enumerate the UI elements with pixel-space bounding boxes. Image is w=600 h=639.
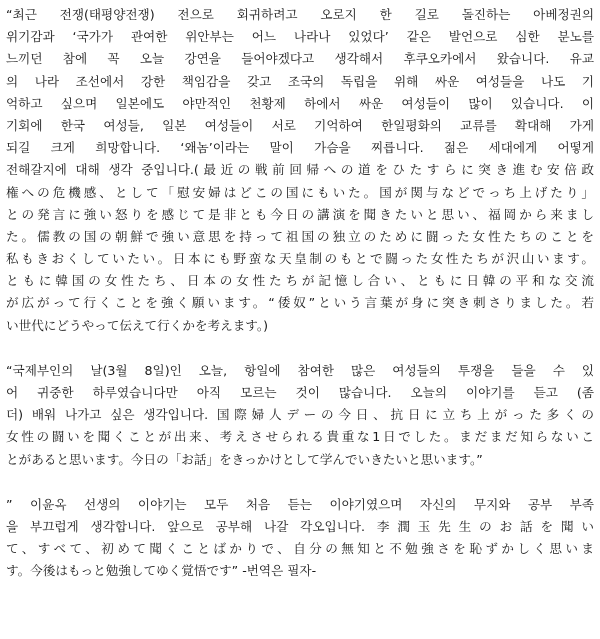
text-line: ともに韓国の女性たち、日本の女性たちが記憶し合い、ともに日韓の平和な交流 (6, 273, 594, 289)
text-line: い世代にどうやって伝えて行くかを考えます。) (6, 317, 269, 333)
paragraph (6, 4, 594, 337)
text-line: 의 나라 조선에서 강한 책임감을 갖고 조국의 독립을 위해 싸운 여성들을 나도 기 (6, 73, 594, 89)
text-line: て、すべて、初めて聞くことばかりで、自分の無知と不勉強さを恥ずかしく思いま (6, 541, 594, 557)
text-line: との発言に強い怒りを感じて是非とも今日の講演を聞きたいと思い、福岡から来まし (6, 206, 594, 222)
text-line: 전해갈지에 대해 생각 중입니다.(最近の戦前回帰への道をひたすらに突き進む安倍政 (6, 162, 594, 178)
text-line: 権への危機感、として「慰安婦はどこの国にもいた。国が関与などでっち上げたり」 (6, 184, 594, 200)
text-line: 위기감과 ‘국가가 관여한 위안부는 어느 나라나 있었다’ 같은 발언으로 심한 분노를 (6, 29, 594, 45)
text-line: 어 귀중한 하루였습니다만 아직 모르는 것이 많습니다. 오늘의 이야기를 듣고 (좀 (6, 385, 594, 400)
text-line: 느끼던 참에 꼭 오늘 강연을 들어야겠다고 생각해서 후쿠오카에서 왔습니다. 유교 (6, 51, 594, 67)
text-line: た。儒教の国の朝鮮で強い意思を持って祖国の独立のために闘った女性たちのことを (6, 228, 594, 244)
text-line: 기회에 한국 여성들, 일본 여성들이 서로 기억하여 한일평화의 교류를 확대해 가게 (6, 117, 594, 133)
text-line: 女性の闘いを聞くことが出来、考えさせられる貴重な1日でした。まだまだ知らないこ (6, 429, 594, 445)
text-line: “국제부인의 날(3월 8일)인 오늘, 항일에 참여한 많은 여성들의 투쟁을 들을 수 있 (6, 362, 594, 378)
text-line: とがあると思います。今日の「お話」をきっかけとして学んでいきたいと思います。” (6, 451, 483, 467)
text-line: 더) 배워 나가고 싶은 생각입니다. 国際婦人デーの今日、抗日に立ち上がった多くの (6, 407, 594, 423)
text-line: 억하고 싶으며 일본에도 야만적인 천황제 하에서 싸운 여성들이 많이 있습니다. 이 (6, 95, 594, 111)
paragraph (6, 494, 594, 583)
text-line: 私もきおくしていたい。日本にも野蛮な天皇制のもとで闘った女性たちが沢山います。 (6, 251, 594, 267)
text-line: 되길 크게 희망합니다. ‘왜놈’이라는 말이 가슴을 찌릅니다. 젊은 세대에게 어떻게 (6, 140, 594, 156)
text-line: “최근 전쟁(태평양전쟁) 전으로 회귀하려고 오로지 한 길로 돌진하는 아베정권의 (6, 7, 594, 22)
text-line: ” 이윤옥 선생의 이야기는 모두 처음 듣는 이야기였으며 자신의 무지와 공부 부족 (6, 496, 594, 512)
paragraph (6, 360, 594, 471)
text-line: す。今後はもっと勉強してゆく覚悟です” -번역은 필자- (6, 563, 317, 579)
text-line: 을 부끄럽게 생각합니다. 앞으로 공부해 나갈 각오입니다. 李潤玉先生のお話を聞い (6, 518, 594, 534)
text-line: が広がって行くことを強く願います。“倭奴”という言葉が身に突き刺さりました。若 (6, 295, 594, 311)
